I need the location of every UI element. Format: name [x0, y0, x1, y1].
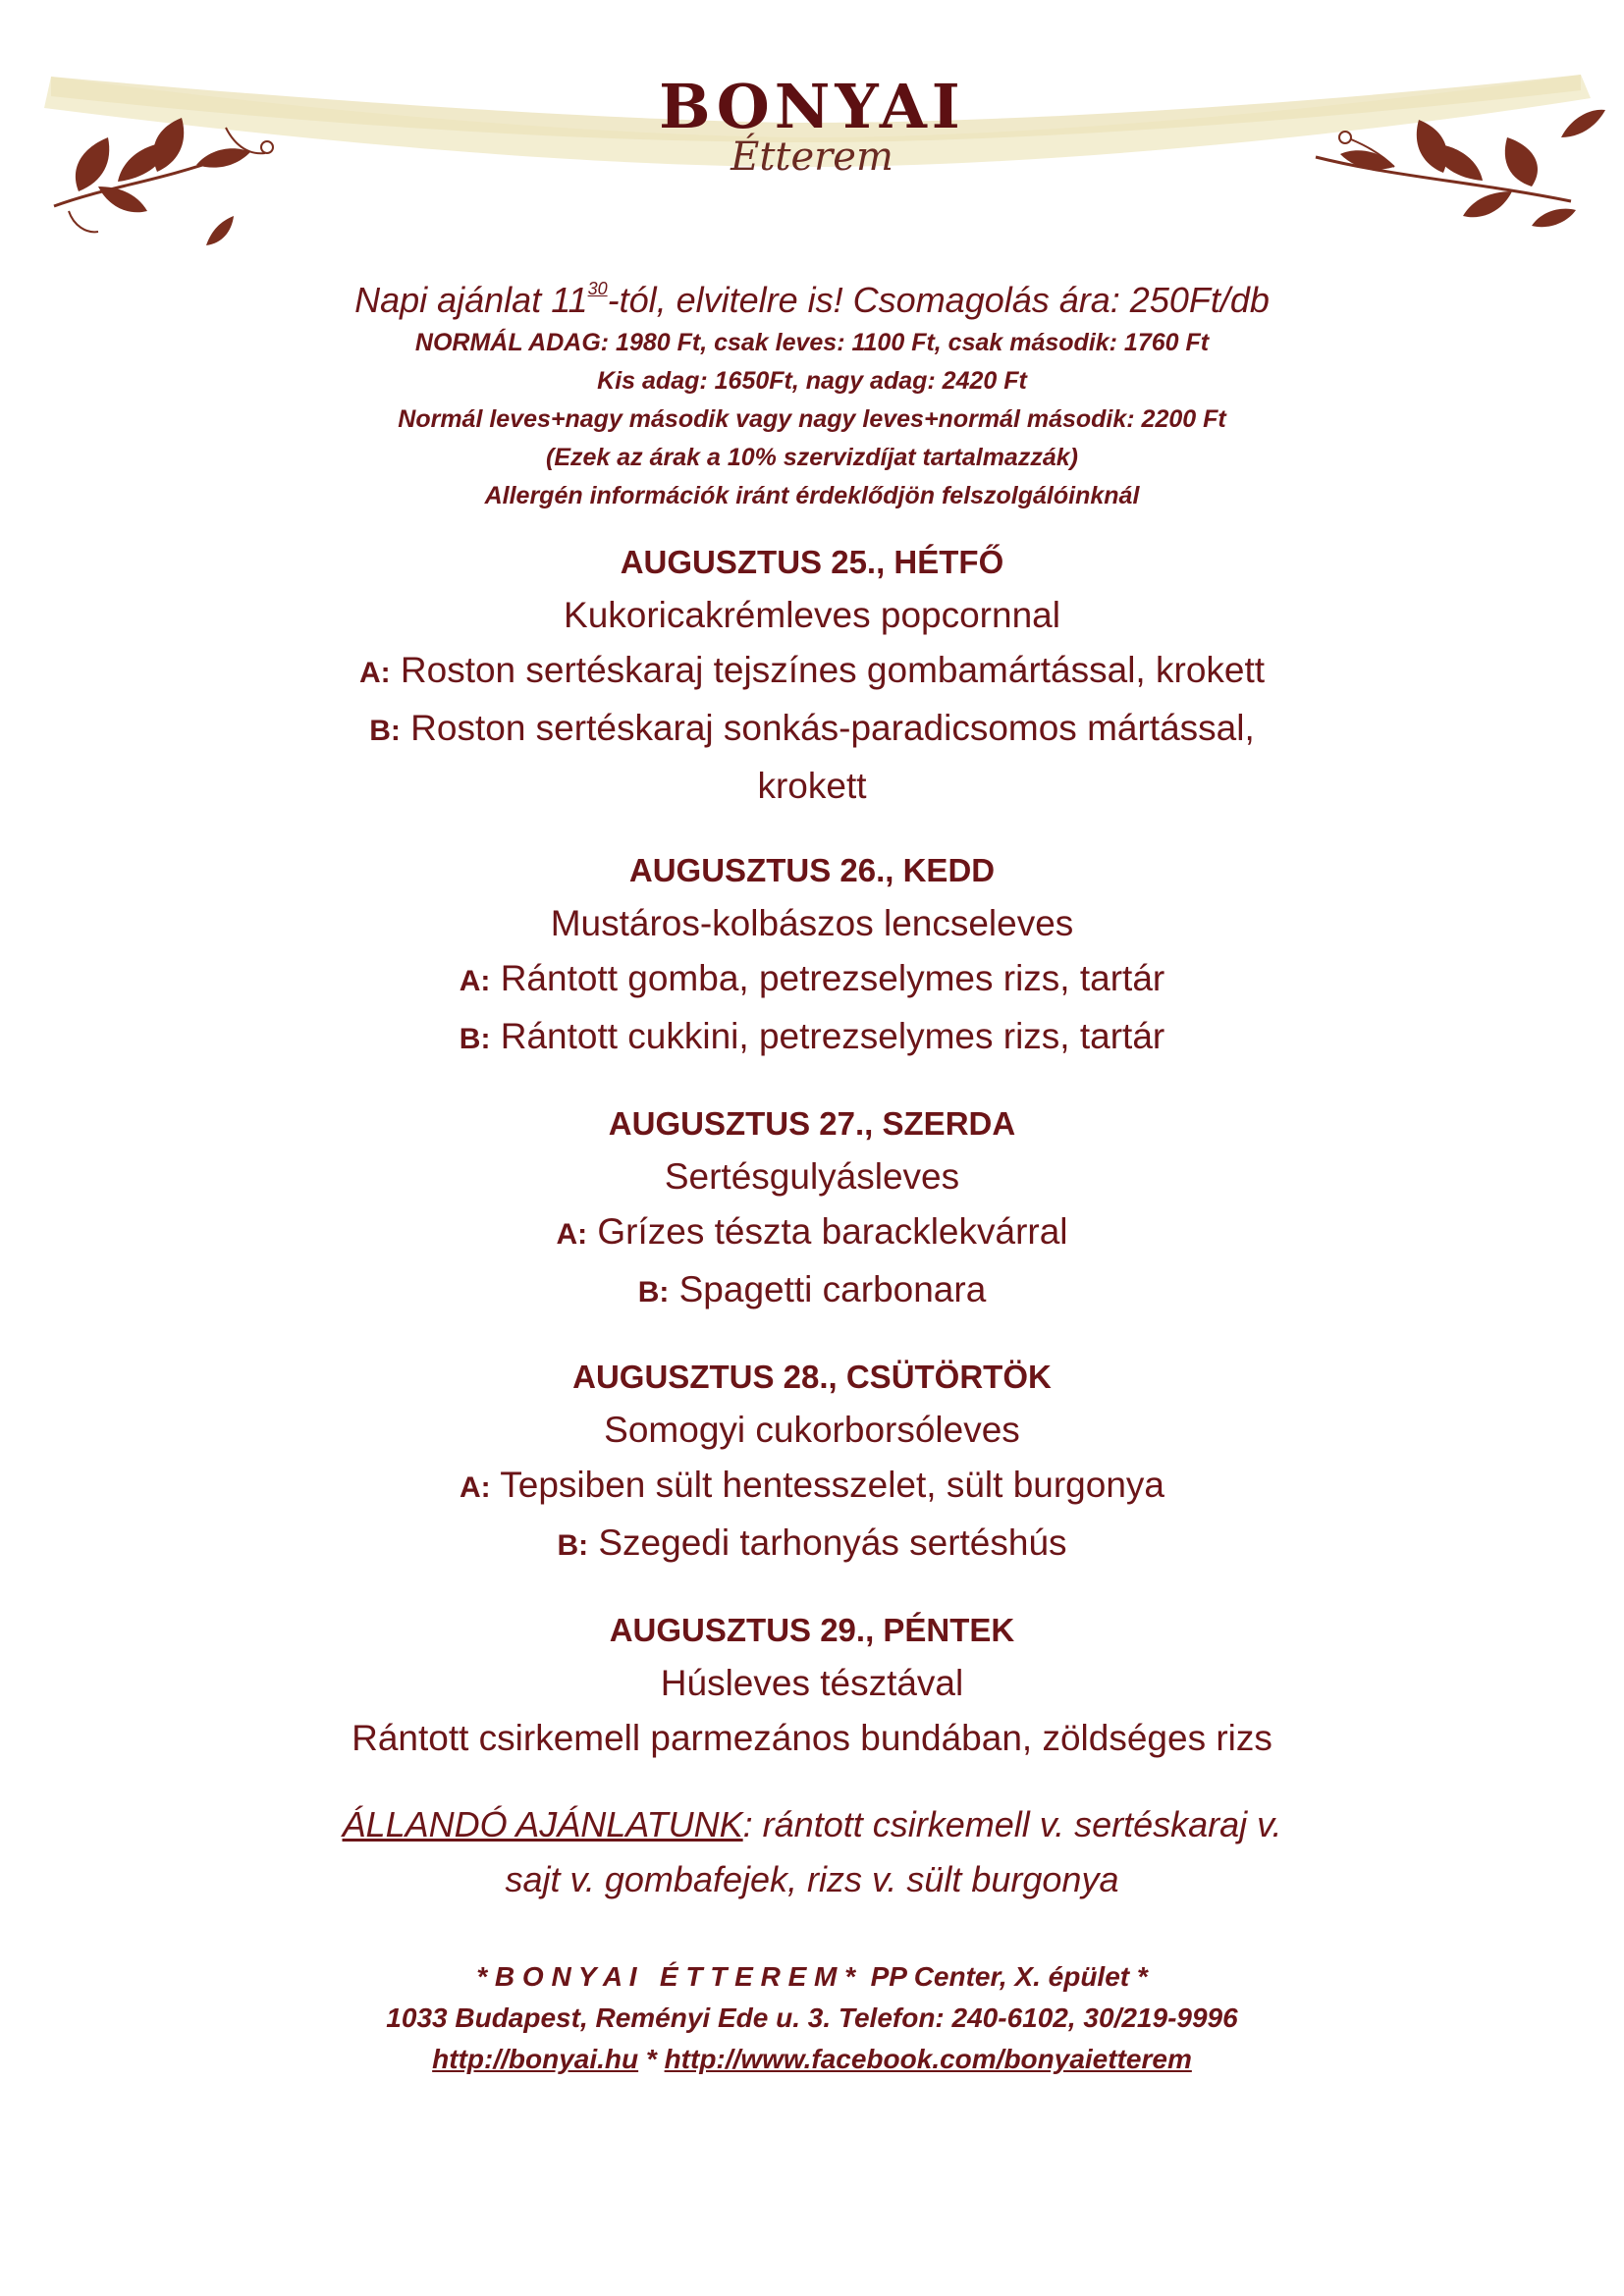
option-b — [0, 1516, 1624, 1574]
brand-name: BONYAI — [659, 71, 965, 142]
soup: Mustáros-kolbászos lencseleves — [550, 903, 1074, 943]
day-menu — [0, 1352, 1624, 1574]
website-link[interactable]: http://bonyai.hu — [432, 2044, 639, 2074]
footer — [0, 1956, 1624, 2080]
footer-links — [0, 2039, 1624, 2080]
standing-offer-label: ÁLLANDÓ AJÁNLATUNK — [342, 1804, 743, 1844]
facebook-link[interactable]: http://www.facebook.com/bonyaietterem — [664, 2044, 1192, 2074]
offer-time-superscript: 30 — [587, 279, 608, 298]
price-list — [0, 324, 1624, 515]
menu-content — [0, 265, 1624, 2080]
option-b-text: Roston sertéskaraj sonkás-paradicsomos mártással, — [410, 708, 1255, 748]
standing-offer-line: sajt v. gombafejek, rizs v. sült burgonya — [505, 1859, 1119, 1899]
option-b-tag: B: — [369, 715, 401, 747]
option-b — [0, 1262, 1624, 1320]
option-a — [0, 1204, 1624, 1262]
option-a-tag: A: — [460, 1471, 491, 1504]
footer-name-line: * B O N Y A I É T T E R E M * PP Center, X. épület * — [476, 1961, 1148, 1992]
price-line: Normál leves+nagy második vagy nagy leves+normál második: 2200 Ft — [398, 405, 1226, 433]
option-a-tag: A: — [358, 657, 391, 689]
option-b-tag: B: — [459, 1023, 491, 1055]
day-heading: AUGUSZTUS 28., CSÜTÖRTÖK — [572, 1359, 1052, 1395]
soup: Sertésgulyásleves — [664, 1156, 960, 1197]
day-menu — [0, 845, 1624, 1067]
option-b — [0, 1009, 1624, 1067]
price-line: Allergén információk iránt érdeklődjön felszolgálóinknál — [484, 482, 1140, 509]
day-menu — [0, 537, 1624, 814]
offer-intro — [0, 265, 1624, 324]
day-menu — [0, 1605, 1624, 1766]
day-heading: AUGUSZTUS 27., SZERDA — [608, 1105, 1016, 1142]
option-b-text: Rántott cukkini, petrezselymes rizs, tartár — [500, 1016, 1165, 1056]
option-b-continued: krokett — [757, 766, 867, 806]
brand-subtitle: Étterem — [731, 134, 893, 180]
option-a — [0, 643, 1624, 701]
price-line: (Ezek az árak a 10% szervizdíjat tartalmazzák) — [546, 444, 1078, 471]
brand — [0, 71, 1624, 181]
option-a-tag: A: — [556, 1218, 588, 1251]
option-a-tag: A: — [459, 965, 491, 997]
day-heading: AUGUSZTUS 25., HÉTFŐ — [620, 544, 1004, 580]
offer-intro-rest: -tól, elvitelre is! Csomagolás ára: 250Ft/db — [607, 280, 1270, 320]
soup: Kukoricakrémleves popcornnal — [564, 595, 1060, 635]
option-a-text: Tepsiben sült hentesszelet, sült burgonya — [500, 1465, 1164, 1505]
link-separator: * — [638, 2044, 665, 2074]
option-b-text: Spagetti carbonara — [678, 1269, 987, 1309]
offer-intro-text: Napi ajánlat 11 — [354, 280, 588, 320]
standing-offer-text: : rántott csirkemell v. sertéskaraj v. — [742, 1804, 1282, 1844]
price-line: NORMÁL ADAG: 1980 Ft, csak leves: 1100 Ft, csak második: 1760 Ft — [414, 329, 1210, 356]
main-course: Rántott csirkemell parmezános bundában, zöldséges rizs — [352, 1718, 1272, 1758]
option-b-tag: B: — [637, 1276, 670, 1308]
daily-menu — [0, 537, 1624, 1766]
soup: Somogyi cukorborsóleves — [604, 1410, 1020, 1450]
day-heading: AUGUSZTUS 29., PÉNTEK — [609, 1612, 1015, 1648]
option-a — [0, 1458, 1624, 1516]
soup: Húsleves tésztával — [660, 1663, 964, 1703]
option-a-text: Rántott gomba, petrezselymes rizs, tartár — [500, 958, 1165, 998]
standing-offer-line — [0, 1797, 1624, 1852]
option-b-text: Szegedi tarhonyás sertéshús — [598, 1522, 1067, 1563]
option-a — [0, 951, 1624, 1009]
option-b — [0, 701, 1624, 759]
standing-offer — [0, 1797, 1624, 1907]
option-b-tag: B: — [557, 1529, 589, 1562]
footer-address-line: 1033 Budapest, Reményi Ede u. 3. Telefon: 240-6102, 30/219-9996 — [386, 2002, 1238, 2033]
option-a-text: Grízes tészta baracklekvárral — [597, 1211, 1068, 1252]
day-heading: AUGUSZTUS 26., KEDD — [628, 852, 996, 888]
option-a-text: Roston sertéskaraj tejszínes gombamártással, krokett — [400, 650, 1266, 690]
price-line: Kis adag: 1650Ft, nagy adag: 2420 Ft — [597, 367, 1027, 395]
day-menu — [0, 1098, 1624, 1320]
